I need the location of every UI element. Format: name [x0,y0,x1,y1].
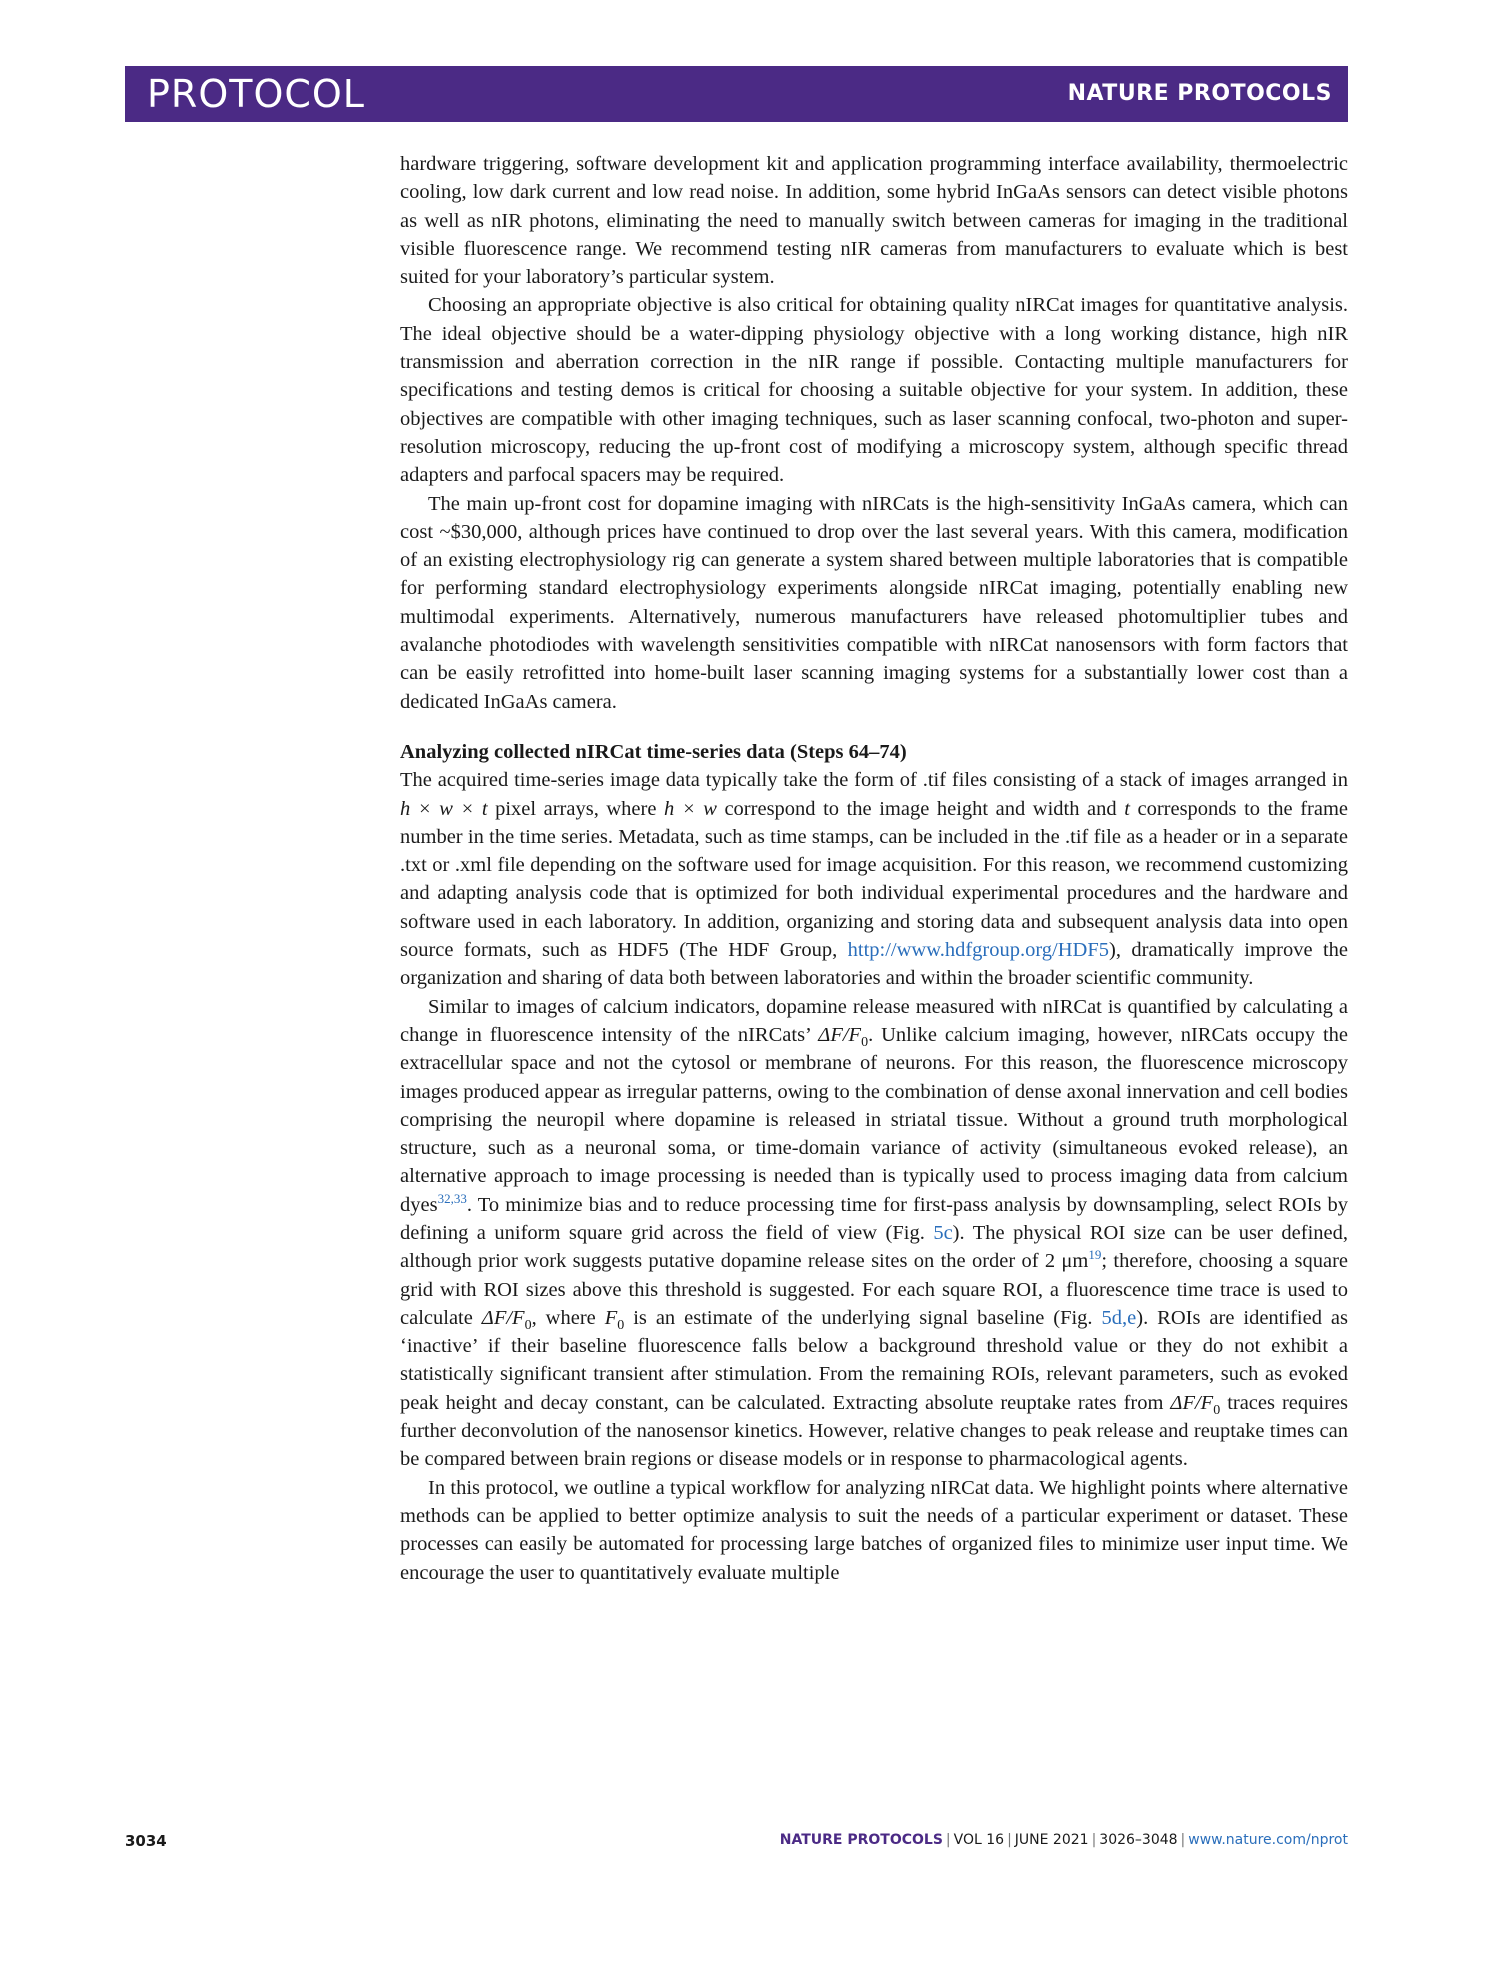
paragraph: In this protocol, we outline a typical workflow for analyzing nIRCat data. We highlight points where alternative methods can be applied to better optimize analysis to suit the needs of a particular experiment or dataset. These processes can easily be automated for processing large batches of organized files to minimize user input time. We encourage the user to quantitatively evaluate multiple [400,1476,1348,1584]
citation-ref[interactable]: 19 [1088,1247,1102,1263]
figure-ref[interactable]: 5d,e [1101,1306,1137,1329]
hdf5-link[interactable]: http://www.hdfgroup.org/HDF5 [847,939,1110,962]
section-label: PROTOCOL [147,72,365,116]
paragraph: hardware triggering, software development kit and application programming interface availability, thermoelectric cooling, low dark current and low read noise. In addition, some hybrid InGaAs sensors can detect visible photons as well as nIR photons, eliminating the need to manually switch between cameras for imaging in the traditional visible fluorescence range. We recommend testing nIR cameras from manufacturers to evaluate which is best suited for your laboratory’s particular system. [400,153,1348,289]
footer-citation: NATURE PROTOCOLS | VOL 16 | JUNE 2021 | 3026–3048 | www.nature.com/nprot [779,1832,1348,1848]
article-body [400,150,1348,1587]
section-heading: Analyzing collected nIRCat time-series data (Steps 64–74) [400,740,907,763]
journal-url-link[interactable]: www.nature.com/nprot [1188,1832,1348,1848]
paragraph: Similar to images of calcium indicators, dopamine release measured with nIRCat is quantified by calculating a change in fluorescence intensity of the nIRCats’ $\Delta F/F_0$. Unlike calcium imaging, however, nIRCats occupy the extracellular space and not the cytosol or membrane of neurons. For this reason, the fluorescence microscopy images produced appear as irregular patterns, owing to the combination of dense axonal innervation and cell bodies comprising the neuropil where dopamine is released in striatal tissue. Without a ground truth morphological structure, such as a neuronal soma, or time-domain variance of activity (simultaneous evoked release), an alternative approach to image processing is needed than is typically used to process imaging data from calcium dyes$^{32,33}$. To minimize bias and to reduce processing time for first-pass analysis by downsampling, select ROIs by defining a uniform square grid across the field of view (Fig. 5c). The physical ROI size can be user defined, although prior work suggests putative dopamine release sites on the order of 2 $\mu m^{19}$; therefore, choosing a square grid with ROI sizes above this threshold is suggested. For each square ROI, a fluorescence time trace is used to calculate $\Delta F/F_0$, where $F_0$ is an estimate of the underlying signal baseline (Fig. 5d,e). ROIs are identified as ‘inactive’ if their baseline fluorescence falls below a background threshold value or they do not exhibit a statistically significant transient after stimulation. From the remaining ROIs, relevant parameters, such as evoked peak height and decay constant, can be calculated. Extracting absolute reuptake rates from $\Delta F/F_0$ traces requires further deconvolution of the nanosensor kinetics. However, relative changes to peak release and reuptake times can be compared between brain regions or disease models or in response to pharmacological agents. [400,995,1349,1471]
page-number: 3034 [125,1832,167,1850]
paragraph: The main up-front cost for dopamine imaging with nIRCats is the high-sensitivity InGaAs camera, which can cost ~$30,000, although prices have continued to drop over the last several years. With this camera, modification of an existing electrophysiology rig can generate a system shared between multiple laboratories that is compatible for performing standard electrophysiology experiments alongside nIRCat imaging, potentially enabling new multimodal experiments. Alternatively, numerous manufacturers have released photomultiplier tubes and avalanche photodiodes with wavelength sensitivities compatible with nIRCat nanosensors with form factors that can be easily retrofitted into home-built laser scanning imaging systems for a substantially lower cost than a dedicated InGaAs camera. [400,492,1348,713]
figure-ref[interactable]: 5c [933,1221,953,1244]
citation-ref[interactable]: 32,33 [437,1190,467,1206]
paragraph: The acquired time-series image data typically take the form of .tif files consisting of a stack of images arranged in h × w × t pixel arrays, where h × w correspond to the image height and width and t corresponds to the frame number in the time series. Metadata, such as time stamps, can be included in the .tif file as a header or in a separate .txt or .xml file depending on the software used for image acquisition. For this reason, we recommend customizing and adapting analysis code that is optimized for both individual experimental procedures and the hardware and software used in each laboratory. In addition, organizing and storing data and subsequent analysis data into open source formats, such as HDF5 (The HDF Group, http://www.hdfgroup.org/HDF5), dramatically improve the organization and sharing of data both between laboratories and within the broader scientific community. [400,769,1348,990]
paragraph: Choosing an appropriate objective is also critical for obtaining quality nIRCat images for quantitative analysis. The ideal objective should be a water-dipping physiology objective with a long working distance, high nIR transmission and aberration correction in the nIR range if possible. Contacting multiple manufacturers for specifications and testing demos is critical for choosing a suitable objective for your system. In addition, these objectives are compatible with other imaging techniques, such as laser scanning confocal, two-photon and super-resolution microscopy, reducing the up-front cost of modifying a microscopy system, although specific thread adapters and parfocal spacers may be required. [400,294,1348,487]
journal-label: NATURE PROTOCOLS [1067,81,1332,106]
header-bar [125,66,1348,122]
